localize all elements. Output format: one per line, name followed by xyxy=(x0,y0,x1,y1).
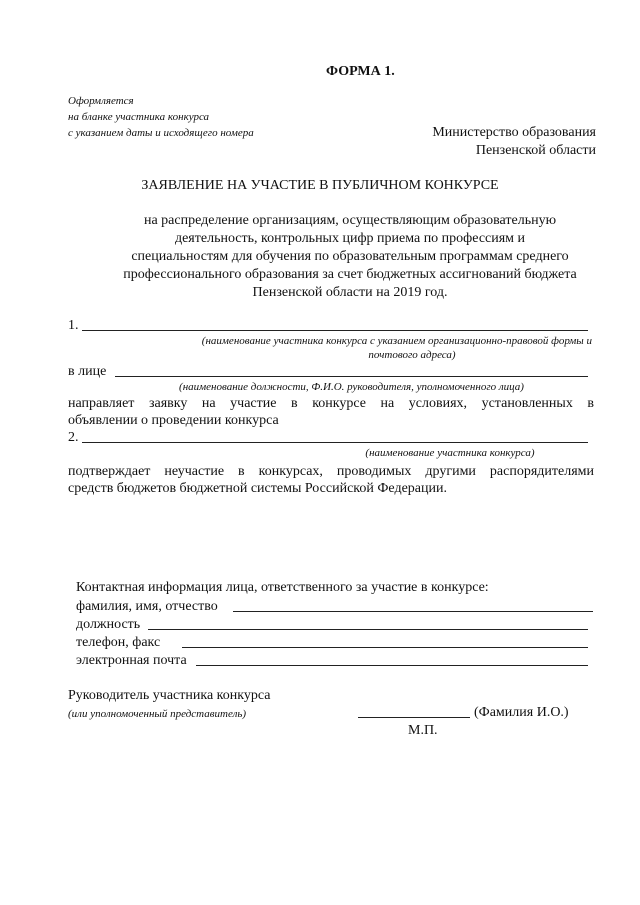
blank-note-line-2: на бланке участника конкурса xyxy=(68,111,210,123)
subtitle-line-2: деятельность, контрольных цифр приема по профессиям и xyxy=(174,231,526,246)
representative-hint: (наименование должности, Ф.И.О. руководителя, уполномоченного лица) xyxy=(179,381,524,393)
head-label: Руководитель участника конкурса xyxy=(68,688,271,703)
participant-name-hint-2: почтового адреса) xyxy=(368,349,456,361)
contact-heading: Контактная информация лица, ответственного за участие в конкурсе: xyxy=(76,580,489,595)
stamp-label: М.П. xyxy=(408,723,438,738)
contact-fio-label: фамилия, имя, отчество xyxy=(76,599,218,614)
item-2-text-line-2: средств бюджетов бюджетной системы Российской Федерации. xyxy=(68,481,447,496)
contact-email-field[interactable] xyxy=(196,665,588,666)
contact-phone-label: телефон, факс xyxy=(76,635,161,650)
subtitle-line-4: профессионального образования за счет бюджетных ассигнований бюджета xyxy=(123,267,577,282)
participant-name-field[interactable] xyxy=(82,330,588,331)
head-hint: (или уполномоченный представитель) xyxy=(68,708,247,720)
form-label: ФОРМА 1. xyxy=(326,64,395,79)
item-1-text-line-2: объявлении о проведении конкурса xyxy=(68,413,279,428)
participant-confirm-field[interactable] xyxy=(82,442,588,443)
item-1-number: 1. xyxy=(68,318,79,333)
item-1-text-line-1: направляет заявку на участие в конкурсе на условиях, установленных в xyxy=(68,396,594,411)
participant-name-hint-1: (наименование участника конкурса с указанием организационно-правовой формы и xyxy=(201,335,592,347)
blank-note-line-1: Оформляется xyxy=(68,95,134,107)
addressee-line-1: Министерство образования xyxy=(432,125,596,140)
subtitle-line-3: специальностям для обучения по образовательным программам среднего xyxy=(131,249,569,264)
addressee-line-2: Пензенской области xyxy=(475,143,596,158)
signature-field[interactable] xyxy=(358,717,470,718)
contact-fio-field[interactable] xyxy=(233,611,593,612)
item-2-text-line-1: подтверждает неучастие в конкурсах, проводимых другими распорядителями xyxy=(68,464,594,479)
name-placeholder: (Фамилия И.О.) xyxy=(474,705,569,720)
contact-phone-field[interactable] xyxy=(182,647,588,648)
subtitle-line-5: Пензенской области на 2019 год. xyxy=(252,285,448,300)
subtitle-line-1: на распределение организациям, осуществляющим образовательную xyxy=(143,213,557,228)
representative-field[interactable] xyxy=(115,376,588,377)
participant-confirm-hint: (наименование участника конкурса) xyxy=(365,447,535,459)
in-person-label: в лице xyxy=(68,364,107,379)
document-title: ЗАЯВЛЕНИЕ НА УЧАСТИЕ В ПУБЛИЧНОМ КОНКУРСЕ xyxy=(141,178,499,193)
contact-position-field[interactable] xyxy=(148,629,588,630)
item-2-number: 2. xyxy=(68,430,79,445)
blank-note-line-3: с указанием даты и исходящего номера xyxy=(68,127,254,139)
contact-position-label: должность xyxy=(76,617,141,632)
contact-email-label: электронная почта xyxy=(76,653,187,668)
